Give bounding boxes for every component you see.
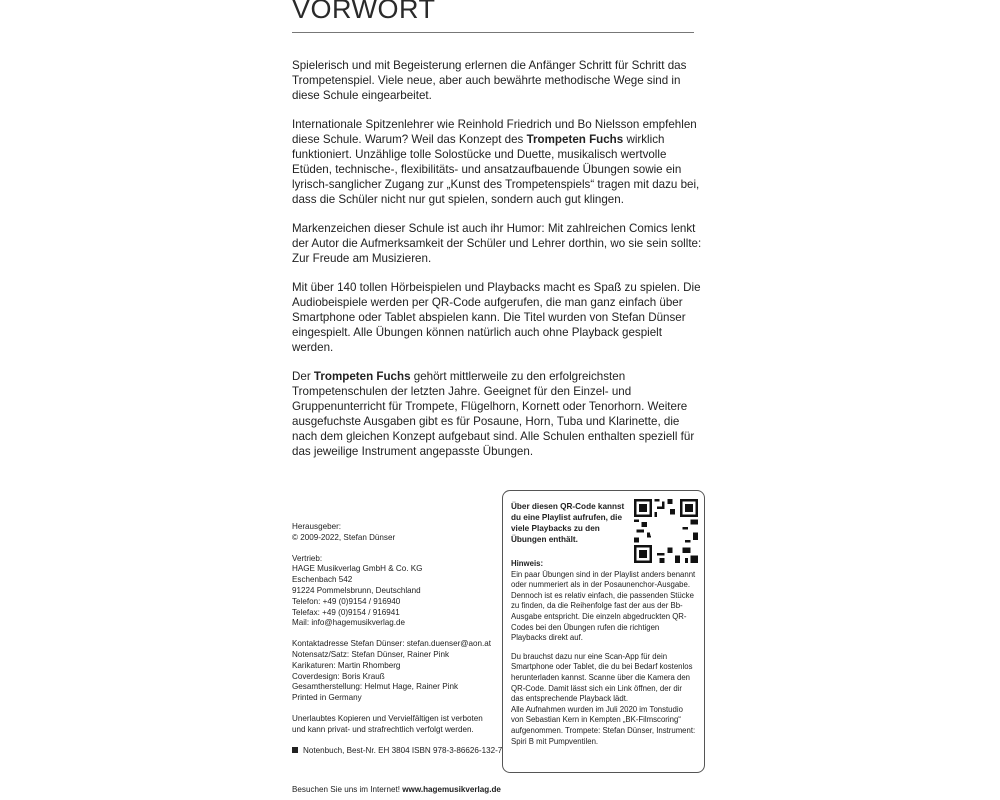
copyright-line: und kann privat- und strafrechtlich verfolgt werden. [292,724,474,734]
distribution-block [292,554,502,630]
recording-text: Alle Aufnahmen wurden im Juli 2020 im Tonstudio von Sebastian Kern in Kempten „BK-Filmscoring“ aufgenommen. Trompete: Stefan Dünser, Instrument: Spiri B mit Pumpventilen. [511,704,696,746]
paragraph-2-text-b: wirklich funktioniert. Unzählige tolle Solostücke und Duette, musikalisch wertvolle Etüden, technische-, flexibilitäts- und ansatzaufbauende Übungen sowie ein lyrisch-sanglicher Zugang zur „Kunst des Trompetenspiels“ tragen mit dazu bei, dass die Schüler nicht nur gut spielen, sondern auch gut klingen. [292,133,700,206]
paragraph-2-bold: Trompeten Fuchs [526,133,624,146]
website-note [292,785,501,796]
credits-line: Kontaktadresse Stefan Dünser: stefan.duenser@aon.at [292,639,491,649]
order-number: Notenbuch, Best-Nr. EH 3804 ISBN 978-3-86626-132-7 [303,745,503,755]
square-bullet-icon [292,747,298,753]
publisher-value: © 2009-2022, Stefan Dünser [292,532,396,542]
paragraph-5-bold: Trompeten Fuchs [313,370,411,383]
hint-text: Ein paar Übungen sind in der Playlist anders benannt oder nummeriert als in der Posaunenchor-Ausgabe. Dennoch ist es relativ einfach, die passenden Stücke zu finden, da die Reihenfolge fast der aus der Bb-Ausgabe entspricht. Die einzeln abgedruckten QR-Codes bei den Übungen rufen die richtigen Playbacks direkt auf. [511,569,696,643]
paragraph-5 [292,369,704,459]
distribution-line: Telefon: +49 (0)9154 / 916940 [292,596,401,606]
credits-line: Karikaturen: Martin Rhomberg [292,660,401,670]
distribution-line: HAGE Musikverlag GmbH & Co. KG [292,564,423,574]
paragraph-3: Markenzeichen dieser Schule ist auch ihr Humor: Mit zahlreichen Comics lenkt der Autor die Aufmerksamkeit der Schüler und Lehrer dorthin, wo sie sein sollte: Zur Freude am Musizieren. [292,222,702,265]
qr-heading: Über diesen QR-Code kannst du eine Playlist aufrufen, die viele Playbacks zu den Übungen enthält. [511,502,625,544]
qr-info-box [502,490,705,773]
copyright-line: Unerlaubtes Kopieren und Vervielfältigen ist verboten [292,713,483,723]
page-title: VORWORT [292,0,436,24]
website-link[interactable]: www.hagemusikverlag.de [402,785,501,794]
order-info [292,746,502,757]
imprint [292,522,503,794]
scan-app-text: Du brauchst dazu nur eine Scan-App für dein Smartphone oder Tablet, die du bei Bedarf kostenlos herunterladen kannst. Scanne über die Kamera den QR-Code. Damit lässt sich ein Link öffnen, der dir das entsprechende Playback lädt. [511,651,693,704]
paragraph-4: Mit über 140 tollen Hörbeispielen und Playbacks macht es Spaß zu spielen. Die Audiobeispiele werden per QR-Code aufgerufen, die man ganz einfach über Smartphone oder Tablet abspielen kann. Die Titel wurden von Stefan Dünser eingespielt. Alle Übungen können natürlich auch ohne Playback gespielt werden. [292,281,701,354]
credits-line: Notensatz/Satz: Stefan Dünser, Rainer Pink [292,649,450,659]
copyright-block [292,714,502,736]
credits-block [292,639,502,704]
foreword-body [292,58,704,473]
paragraph-2-text-a: Internationale Spitzenlehrer wie Reinhold Friedrich und Bo Nielsson empfehlen diese Schule. Warum? Weil das Konzept des [292,118,697,146]
title-divider [292,32,694,33]
qr-code-icon[interactable] [634,499,698,563]
distribution-label: Vertrieb: [292,553,323,563]
hint-label: Hinweis: [511,559,544,568]
distribution-line: 91224 Pommelsbrunn, Deutschland [292,585,421,595]
credits-line: Printed in Germany [292,693,362,703]
website-note-text: Besuchen Sie uns im Internet! [292,785,403,794]
distribution-line: Mail: info@hagemusikverlag.de [292,618,406,628]
credits-line: Coverdesign: Boris Krauß [292,671,385,681]
publisher-block [292,522,502,544]
paragraph-2 [292,117,704,207]
distribution-line: Eschenbach 542 [292,575,353,585]
paragraph-5-text-a: Der [292,370,314,383]
publisher-label: Herausgeber: [292,522,342,531]
credits-line: Gesamtherstellung: Helmut Hage, Rainer Pink [292,682,458,692]
paragraph-1: Spielerisch und mit Begeisterung erlernen die Anfänger Schritt für Schritt das Trompetenspiel. Viele neue, aber auch bewährte methodische Wege sind in diese Schule eingearbeitet. [292,59,687,102]
paragraph-5-text-b: gehört mittlerweile zu den erfolgreichsten Trompetenschulen der letzten Jahre. Geeignet für den Einzel- und Gruppenunterricht für Trompete, Flügelhorn, Kornett oder Tenorhorn. Weitere ausgefuchste Ausgaben gibt es für Posaune, Horn, Tuba und Klarinette, die nach dem gleichen Konzept aufgebaut sind. Alle Schulen enthalten speziell für das jeweilige Instrument angepasste Übungen. [292,370,695,458]
distribution-line: Telefax: +49 (0)9154 / 916941 [292,607,400,617]
